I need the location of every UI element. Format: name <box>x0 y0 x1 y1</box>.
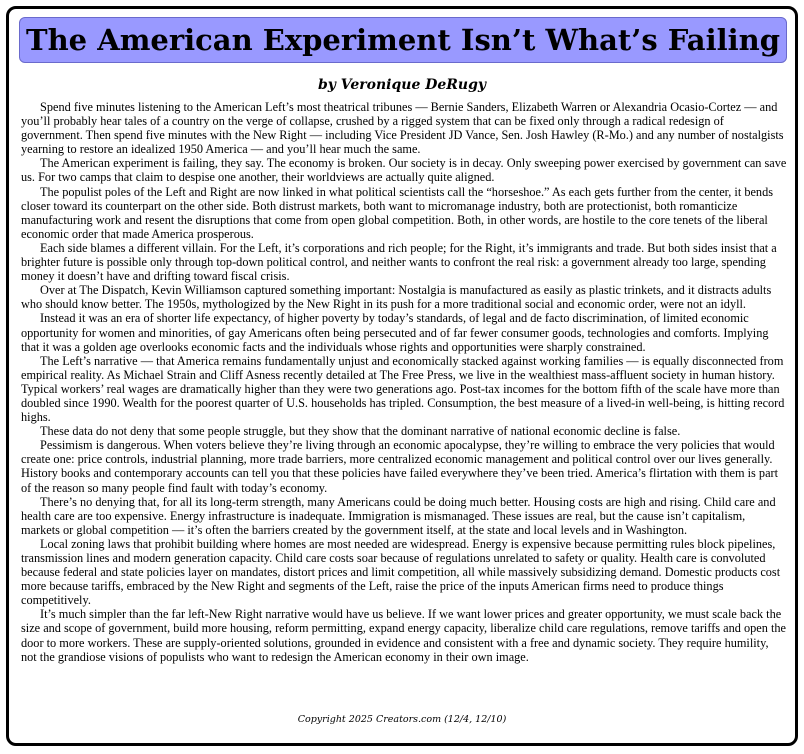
article-paragraph: Over at The Dispatch, Kevin Williamson captured something important: Nostalgia is manufactured as easily as plastic trinkets, and it distracts adults who should know better. The 1950s, mythologized by the New Right in its push for a more traditional social and economic order, were not an idyll. <box>21 283 772 312</box>
article-paragraph: There’s no denying that, for all its long-term strength, many Americans could be doing much better. Housing costs are high and rising. Child care and health care are too expensive. Energy infrastructure is inadequate. Immigration is mismanaged. These issues are real, but the cause isn’t capitalism, markets or global competition — it’s often the barriers created by the government itself, at the state and local levels and in Washington. <box>21 494 776 537</box>
article-paragraph: Each side blames a different villain. For the Left, it’s corporations and rich people; for the Right, it’s immigrants and trade. But both sides insist that a brighter future is possible only through top-down political control, and neither wants to confront the real risk: a government already too large, spending money it doesn’t have and drifting toward fiscal crisis. <box>21 240 777 284</box>
article-paragraph: Instead it was an era of shorter life expectancy, of higher poverty by today’s standards, of legal and de facto discrimination, of limited economic opportunity for women and minorities, of gay Americans often being persecuted and of far fewer consumer goods, technologies and comforts. Implying that it was a golden age overlooks economic facts and the individuals whose rights and opportunities were sharply constrained. <box>21 311 769 354</box>
copyright-notice: Copyright 2025 Creators.com (12/4, 12/10) <box>297 714 507 725</box>
headline-banner <box>19 17 787 63</box>
article-paragraph: The populist poles of the Left and Right are now linked in what political scientists call the “horseshoe.” As each gets further from the center, it bends closer toward its counterpart on the other side. Both distrust markets, both want to micromanage industry, both are protectionist, both romanticize manufacturing work and resent the disruptions that come from open global competition. Both, in other words, are hostile to the core tenets of the liberal economic order that made America prosperous. <box>21 184 774 241</box>
article-paragraph: The American experiment is failing, they say. The economy is broken. Our society is in decay. Only sweeping power exercised by government can save us. For two camps that claim to despise one another, their worldviews are actually quite aligned. <box>21 156 787 185</box>
article-paragraph: Local zoning laws that prohibit building where homes are most needed are widespread. Energy is expensive because permitting rules block pipelines, transmission lines and modern generation capacity. Child care costs soar because of regulations unrelated to safety or quality. Health care is convoluted because federal and state policies layer on mandates, distort prices and limit competition, all while massively subsidizing demand. Domestic products cost more because tariffs, embraced by the New Right and segments of the Left, raise the price of the inputs American firms need to produce things competitively. <box>21 536 781 608</box>
article-paragraph: Pessimism is dangerous. When voters believe they’re living through an economic apocalypse, they’re willing to embrace the very policies that would create one: price controls, industrial planning, more trade barriers, more centralized economic management and political control over our lives generally. History books and contemporary accounts can tell you that these policies have failed everywhere they’ve been tried. America’s flirtation with them is part of the reason so many people find fault with today’s economy. <box>21 438 779 495</box>
article-headline: The American Experiment Isn’t What’s Failing <box>25 23 781 57</box>
article-paragraph: Spend five minutes listening to the American Left’s most theatrical tribunes — Bernie Sanders, Elizabeth Warren or Alexandria Ocasio-Cortez — and you’ll probably hear tales of a country on the verge of collapse, crushed by a rigged system that can be fixed only through a radical redesign of government. Then spend five minutes with the New Right — including Vice President JD Vance, Sen. Josh Hawley (R-Mo.) and any number of nostalgists yearning to restore an idealized 1950 America — and you’ll hear much the same. <box>21 100 784 157</box>
article-byline: by Veronique DeRugy <box>317 77 487 93</box>
article-frame <box>6 6 798 746</box>
article-paragraph: The Left’s narrative — that America remains fundamentally unjust and economically stacked against working families — is equally disconnected from empirical reality. As Michael Strain and Cliff Asness recently detailed at The Free Press, we live in the wealthiest mass-affluent society in human history. Typical workers’ real wages are dramatically higher than they were two generations ago. Post-tax incomes for the bottom fifth of the scale have more than doubled since 1990. Wealth for the poorest quarter of U.S. households has tripled. Consumption, the best measure of a lived-in well-being, is hitting record highs. <box>21 353 785 425</box>
article-paragraph: It’s much simpler than the far left-New Right narrative would have us believe. If we want lower prices and greater opportunity, we must scale back the size and scope of government, build more housing, reform permitting, expand energy capacity, liberalize child care regulations, remove tariffs and open the door to more workers. These are supply-oriented solutions, grounded in evidence and consistent with a free and dynamic society. They require humility, not the grandiose visions of populists who want to redesign the American economy in their own image. <box>21 607 786 664</box>
article-paragraph: These data do not deny that some people struggle, but they show that the dominant narrative of national economic decline is false. <box>40 424 681 439</box>
article-body <box>21 100 787 664</box>
